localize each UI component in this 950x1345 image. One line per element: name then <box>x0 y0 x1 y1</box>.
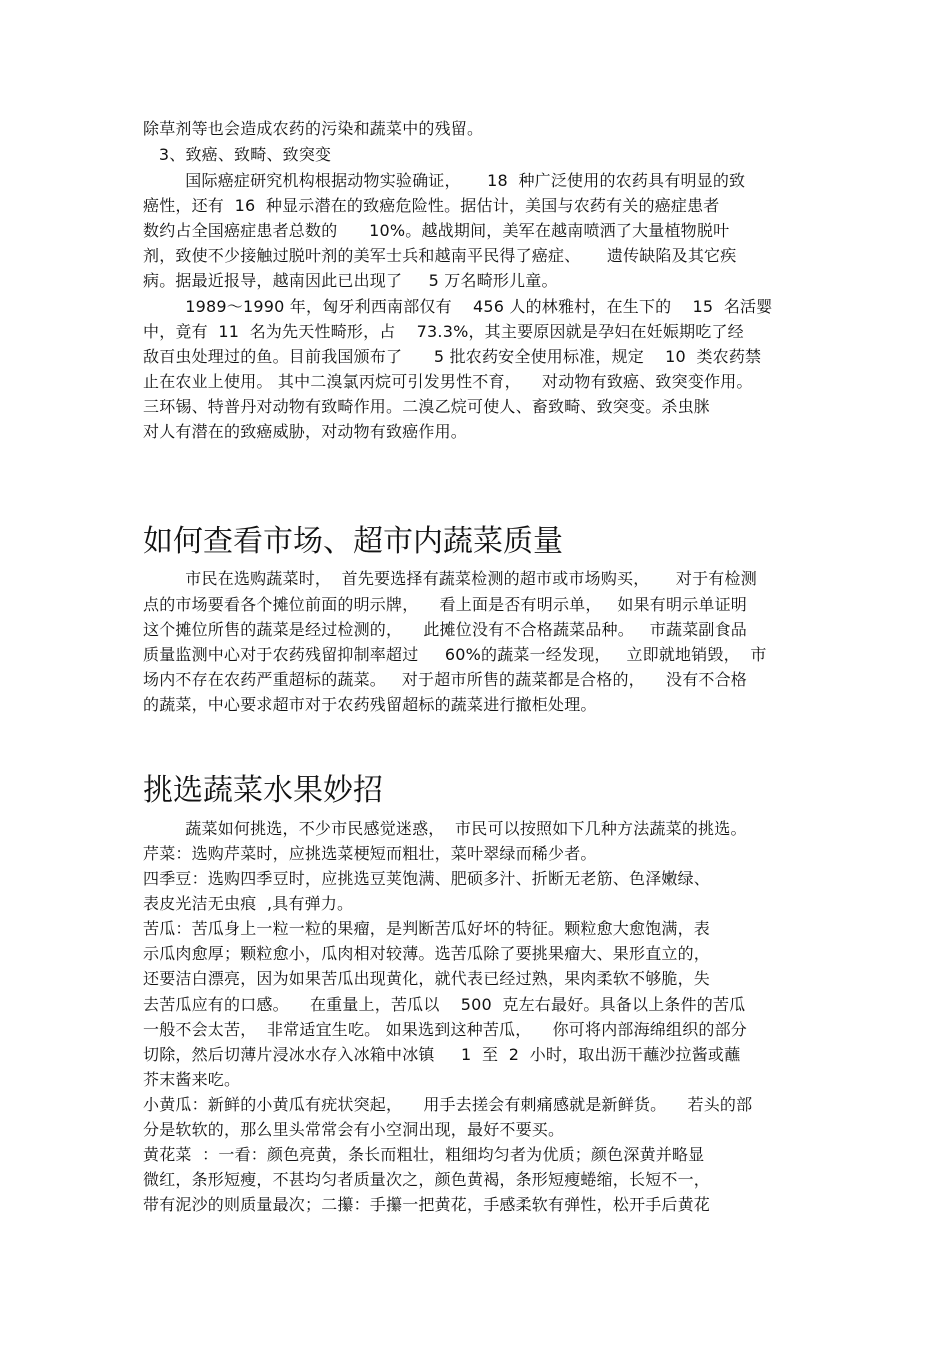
paragraph-line: 场内不存在农药严重超标的蔬菜。 对于超市所售的蔬菜都是合格的， 没有不合格 <box>143 670 748 689</box>
paragraph-line: 剂，致使不少接触过脱叶剂的美军士兵和越南平民得了癌症、 遗传缺陷及其它疾 <box>143 246 737 265</box>
paragraph-line: 微红，条形短瘦，不甚均匀者质量次之，颜色黄褐，条形短瘦蜷缩，长短不一， <box>143 1170 711 1189</box>
paragraph-line: 还要洁白漂亮，因为如果苦瓜出现黄化，就代表已经过熟，果肉柔软不够脆，失 <box>143 969 711 988</box>
paragraph-line: 数约占全国癌症患者总数的 10%。越战期间，美军在越南喷洒了大量植物脱叶 <box>143 221 730 240</box>
paragraph-line: 去苦瓜应有的口感。 在重量上，苦瓜以 500 克左右最好。具备以上条件的苦瓜 <box>143 995 746 1014</box>
section-title: 挑选蔬菜水果妙招 <box>143 773 383 808</box>
paragraph-line: 苦瓜：苦瓜身上一粒一粒的果瘤，是判断苦瓜好坏的特征。颗粒愈大愈饱满，表 <box>143 919 711 938</box>
subsection-heading: 3、致癌、致畸、致突变 <box>143 145 332 164</box>
paragraph-line: 点的市场要看各个摊位前面的明示牌， 看上面是否有明示单， 如果有明示单证明 <box>143 595 748 614</box>
paragraph-line: 蔬菜如何挑选，不少市民感觉迷惑， 市民可以按照如下几种方法蔬菜的挑选。 <box>143 819 747 838</box>
paragraph-line: 国际癌症研究机构根据动物实验确证， 18 种广泛使用的农药具有明显的致 <box>143 171 746 190</box>
paragraph-line: 三环锡、特普丹对动物有致畸作用。二溴乙烷可使人、畜致畸、致突变。杀虫脒 <box>143 397 711 416</box>
paragraph-line: 四季豆：选购四季豆时，应挑选豆荚饱满、肥硕多汁、折断无老筋、色泽嫩绿、 <box>143 869 711 888</box>
paragraph-line: 的蔬菜，中心要求超市对于农药残留超标的蔬菜进行撤柜处理。 <box>143 695 597 714</box>
paragraph-line: 市民在选购蔬菜时， 首先要选择有蔬菜检测的超市或市场购买， 对于有检测 <box>143 569 757 588</box>
paragraph-line: 一般不会太苦， 非常适宜生吃。 如果选到这种苦瓜， 你可将内部海绵组织的部分 <box>143 1020 748 1039</box>
paragraph-line: 芥末酱来吃。 <box>143 1070 241 1089</box>
paragraph-line: 质量监测中心对于农药残留抑制率超过 60%的蔬菜一经发现， 立即就地销毁， 市 <box>143 645 767 664</box>
paragraph-line: 示瓜肉愈厚；颗粒愈小，瓜肉相对较薄。选苦瓜除了要挑果瘤大、果形直立的， <box>143 944 711 963</box>
paragraph-line: 对人有潜在的致癌威胁，对动物有致癌作用。 <box>143 422 468 441</box>
paragraph-line: 敌百虫处理过的鱼。目前我国颁布了 5 批农药安全使用标准，规定 10 类农药禁 <box>143 347 762 366</box>
paragraph-line: 止在农业上使用。 其中二溴氯丙烷可引发男性不育， 对动物有致癌、致突变作用。 <box>143 372 753 391</box>
paragraph-line: 1989～1990 年，匈牙利西南部仅有 456 人的林雅村，在生下的 15 名活婴 <box>143 297 773 316</box>
paragraph-line: 癌性，还有 16 种显示潜在的致癌危险性。据估计，美国与农药有关的癌症患者 <box>143 196 720 215</box>
paragraph-line: 表皮光洁无虫痕 ,具有弹力。 <box>143 894 354 913</box>
paragraph-line: 黄花菜 ：一看：颜色亮黄，条长而粗壮，粗细均匀者为优质；颜色深黄并略显 <box>143 1145 705 1164</box>
paragraph-line: 病。据最近报导，越南因此已出现了 5 万名畸形儿童。 <box>143 271 558 290</box>
paragraph-line: 这个摊位所售的蔬菜是经过检测的， 此摊位没有不合格蔬菜品种。 市蔬菜副食品 <box>143 620 748 639</box>
paragraph-line: 切除，然后切薄片浸冰水存入冰箱中冰镇 1 至 2 小时，取出沥干蘸沙拉酱或蘸 <box>143 1045 741 1064</box>
paragraph-line: 芹菜：选购芹菜时，应挑选菜梗短而粗壮，菜叶翠绿而稀少者。 <box>143 844 597 863</box>
paragraph-line: 中，竟有 11 名为先天性畸形，占 73.3%，其主要原因就是孕妇在妊娠期吃了经 <box>143 322 744 341</box>
paragraph-line: 带有泥沙的则质量最次；二攥：手攥一把黄花，手感柔软有弹性，松开手后黄花 <box>143 1195 711 1214</box>
paragraph-line: 除草剂等也会造成农药的污染和蔬菜中的残留。 <box>143 119 484 138</box>
paragraph-line: 分是软软的，那么里头常常会有小空洞出现，最好不要买。 <box>143 1120 565 1139</box>
paragraph-line: 小黄瓜：新鲜的小黄瓜有疣状突起， 用手去搓会有刺痛感就是新鲜货。 若头的部 <box>143 1095 753 1114</box>
section-title: 如何查看市场、超市内蔬菜质量 <box>143 524 563 559</box>
